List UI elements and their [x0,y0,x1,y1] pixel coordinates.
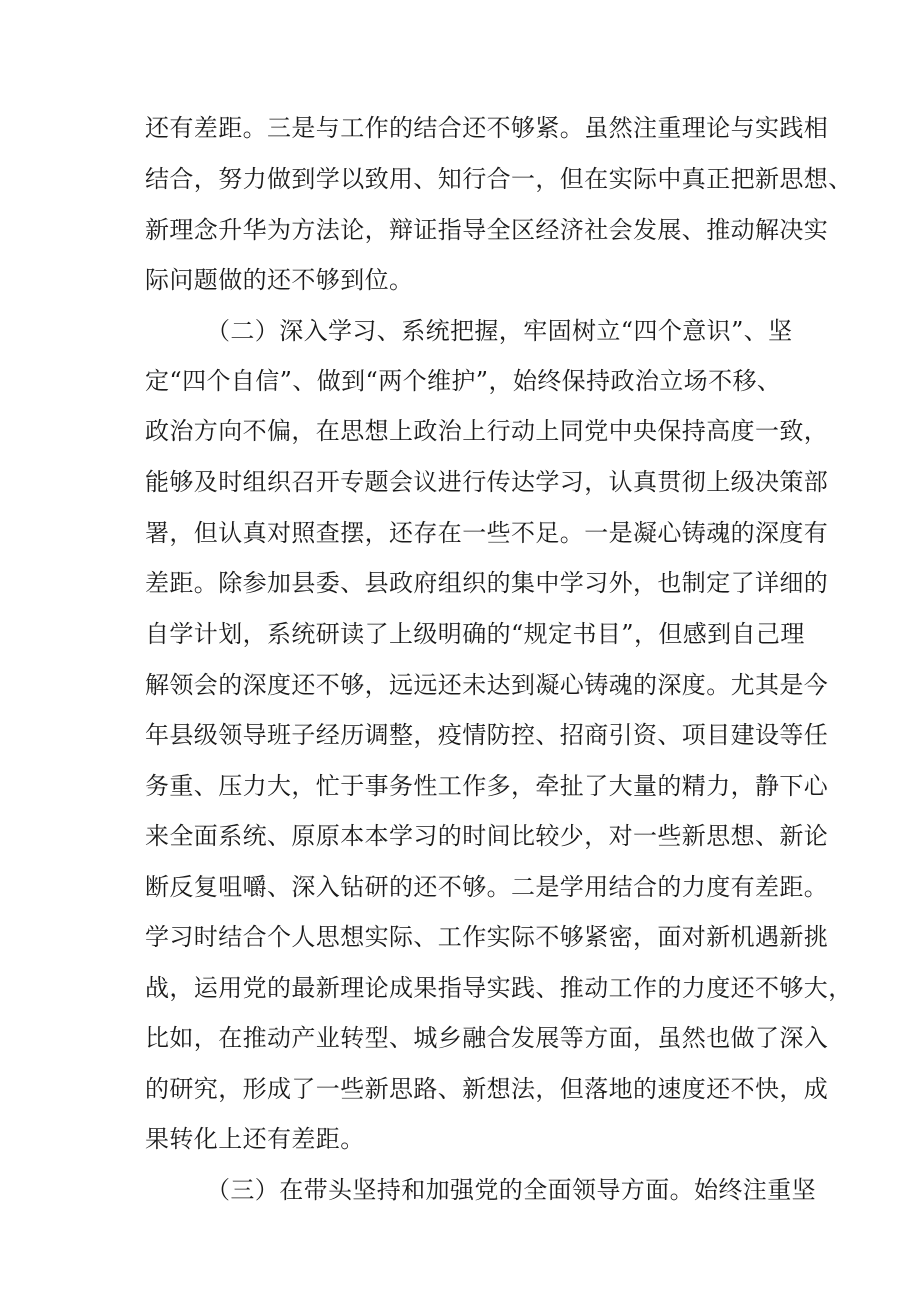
text-line: 自学计划，系统研读了上级明确的“规定书目”，但感到自己理 [145,620,805,648]
text-line: 断反复咀嚼、深入钻研的还不够。二是学用结合的力度有差距。 [145,873,829,901]
section-heading-line: （三）在带头坚持和加强党的全面领导方面。始终注重坚 [206,1176,816,1204]
text-line: 署，但认真对照查摆，还存在一些不足。一是凝心铸魂的深度有 [145,519,829,547]
text-line: 差距。除参加县委、县政府组织的集中学习外，也制定了详细的 [145,569,829,597]
text-line: 政治方向不偏，在思想上政治上行动上同党中央保持高度一致， [145,417,829,445]
text-line: 定“四个自信”、做到“两个维护”，始终保持政治立场不移、 [145,367,782,395]
text-line: 务重、压力大，忙于事务性工作多，牵扯了大量的精力，静下心 [145,772,829,800]
text-line: 能够及时组织召开专题会议进行传达学习，认真贯彻上级决策部 [145,468,829,496]
text-line: 还有差距。三是与工作的结合还不够紧。虽然注重理论与实践相 [145,114,829,142]
text-line: 战，运用党的最新理论成果指导实践、推动工作的力度还不够大， [145,974,853,1002]
text-line: 比如，在推动产业转型、城乡融合发展等方面，虽然也做了深入 [145,1024,829,1052]
text-line: 新理念升华为方法论，辩证指导全区经济社会发展、推动解决实 [145,216,829,244]
text-line: 来全面系统、原原本本学习的时间比较少，对一些新思想、新论 [145,822,829,850]
text-line: 际问题做的还不够到位。 [145,266,414,294]
text-line: 年县级领导班子经历调整，疫情防控、招商引资、项目建设等任 [145,721,829,749]
text-line: 学习时结合个人思想实际、工作实际不够紧密，面对新机遇新挑 [145,923,829,951]
text-line: 果转化上还有差距。 [145,1125,365,1153]
section-heading-line: （二）深入学习、系统把握，牢固树立“四个意识”、坚 [206,317,793,345]
text-line: 解领会的深度还不够，远远还未达到凝心铸魂的深度。尤其是今 [145,671,829,699]
text-line: 结合，努力做到学以致用、知行合一，但在实际中真正把新思想、 [145,165,853,193]
text-line: 的研究，形成了一些新思路、新想法，但落地的速度还不快，成 [145,1075,829,1103]
